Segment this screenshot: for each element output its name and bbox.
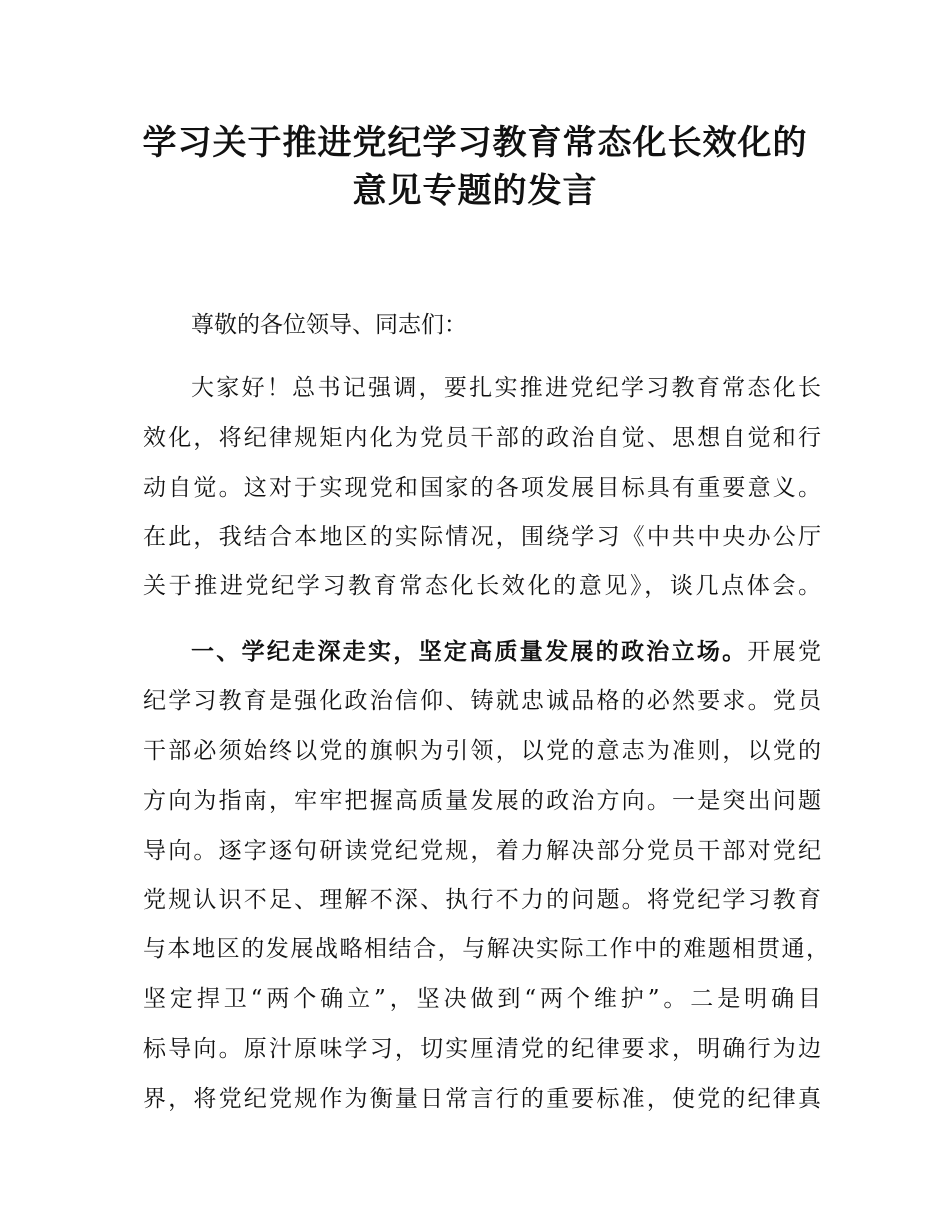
paragraph-line: 标导向。原汁原味学习，切实厘清党的纪律要求，明确行为边 (143, 1036, 821, 1062)
salutation: 尊敬的各位领导、同志们： (191, 312, 467, 338)
paragraph-line: 大家好！总书记强调，要扎实推进党纪学习教育常态化长 (191, 375, 821, 401)
document-title-line-1: 学习关于推进党纪学习教育常态化长效化的 (142, 123, 808, 163)
paragraph-line: 方向为指南，牢牢把握高质量发展的政治方向。一是突出问题 (143, 788, 821, 814)
paragraph-line: 关于推进党纪学习教育常态化长效化的意见》，谈几点体会。 (143, 573, 821, 599)
section-1-heading: 一、学纪走深走实，坚定高质量发展的政治立场。 (191, 639, 748, 665)
paragraph-line: 与本地区的发展战略相结合，与解决实际工作中的难题相贯通， (143, 936, 829, 962)
document-title-line-2: 意见专题的发言 (352, 171, 598, 211)
paragraph-line: 效化，将纪律规矩内化为党员干部的政治自觉、思想自觉和行 (143, 425, 821, 451)
paragraph-line: 党规认识不足、理解不深、执行不力的问题。将党纪学习教育 (143, 887, 821, 913)
paragraph-line: 界，将党纪党规作为衡量日常言行的重要标准，使党的纪律真 (143, 1086, 821, 1112)
paragraph-line: 干部必须始终以党的旗帜为引领，以党的意志为准则，以党的 (143, 738, 821, 764)
paragraph-line: 坚定捍卫“两个确立”，坚决做到“两个维护”。二是明确目 (143, 986, 821, 1012)
paragraph-line: 导向。逐字逐句研读党纪党规，着力解决部分党员干部对党纪 (143, 838, 821, 864)
paragraph-line: 纪学习教育是强化政治信仰、铸就忠诚品格的必然要求。党员 (143, 688, 821, 714)
section-1-first-line (191, 627, 821, 677)
section-1-first-line-tail: 开展党 (747, 639, 822, 665)
paragraph-line: 动自觉。这对于实现党和国家的各项发展目标具有重要意义。 (143, 475, 821, 501)
paragraph-line: 在此，我结合本地区的实际情况，围绕学习《中共中央办公厅 (143, 524, 821, 550)
